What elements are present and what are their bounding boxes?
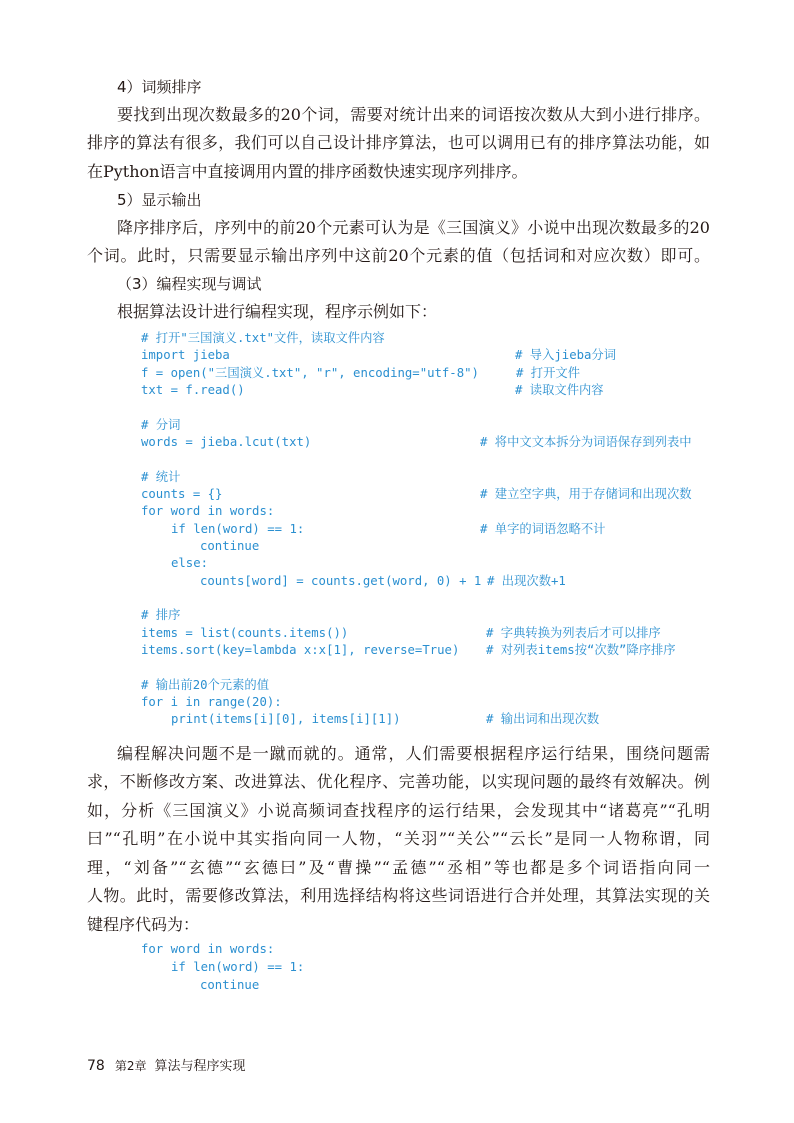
paragraph-line: 要找到出现次数最多的20个词，需要对统计出来的词语按次数从大到小进行排序。: [117, 105, 710, 124]
code-line: for word in words:: [141, 504, 275, 518]
code-line: continue: [200, 539, 260, 553]
code-line: items = list(counts.items()): [141, 626, 349, 640]
chapter-title: 算法与程序实现: [154, 1059, 246, 1074]
code-line: counts[word] = counts.get(word, 0) + 1: [200, 574, 482, 588]
paragraph-line: 理，“刘备”“玄德”“玄德曰”及“曹操”“孟德”“丞相”等也都是多个词语指向同一: [87, 858, 710, 877]
code-line: for i in range(20):: [141, 695, 282, 709]
code-line: else:: [171, 556, 209, 570]
code-line: txt = f.read(): [141, 383, 245, 397]
paragraph-line: 求，不断修改方案、改进算法、优化程序、完善功能，以实现问题的最终有效解决。例: [87, 772, 710, 791]
page-footer: [87, 1055, 245, 1074]
code-line: words = jieba.lcut(txt): [141, 435, 312, 449]
code-comment: # 单字的词语忽略不计: [480, 522, 606, 536]
code-comment: # 导入jieba分词: [515, 348, 617, 362]
code-line: print(items[i][0], items[i][1]): [171, 712, 401, 726]
paragraph-line: 人物。此时，需要修改算法，利用选择结构将这些词语进行合并处理，其算法实现的关: [87, 886, 710, 905]
section-4-heading: 4）词频排序: [117, 78, 202, 96]
code-comment: # 打开"三国演义.txt"文件，读取文件内容: [141, 331, 385, 345]
code-comment: # 对列表items按“次数”降序排序: [486, 643, 676, 657]
paragraph-line: 曰”“孔明”在小说中其实指向同一人物，“关羽”“关公”“云长”是同一人物称谓，同: [87, 829, 710, 848]
code-comment: # 输出前20个元素的值: [141, 678, 269, 692]
paragraph-line: 编程解决问题不是一蹴而就的。通常，人们需要根据程序运行结果，围绕问题需: [117, 744, 710, 763]
code-line: counts = {}: [141, 487, 223, 501]
paragraph-line: 个词。此时，只需要显示输出序列中这前20个元素的值（包括词和对应次数）即可。: [87, 246, 710, 265]
code-comment: # 将中文文本拆分为词语保存到列表中: [480, 435, 692, 449]
paragraph-line: 如，分析《三国演义》小说高频词查找程序的运行结果，会发现其中“诸葛亮”“孔明: [87, 801, 710, 820]
code-comment: # 出现次数+1: [487, 574, 566, 588]
paragraph-line: 排序的算法有很多，我们可以自己设计排序算法，也可以调用已有的排序算法功能，如: [87, 133, 710, 152]
code-comment: # 建立空字典，用于存储词和出现次数: [480, 487, 692, 501]
paragraph-line: 降序排序后，序列中的前20个元素可认为是《三国演义》小说中出现次数最多的20: [117, 218, 710, 237]
page-number: 78: [87, 1058, 105, 1074]
code-line: if len(word) == 1:: [171, 522, 305, 536]
code-comment: # 输出词和出现次数: [486, 712, 600, 726]
code-line: for word in words:: [141, 942, 275, 956]
section-3-intro: 根据算法设计进行编程实现，程序示例如下：: [117, 302, 438, 321]
code-comment: # 读取文件内容: [515, 383, 604, 397]
paragraph-line: 在Python语言中直接调用内置的排序函数快速实现序列排序。: [87, 162, 528, 181]
code-comment: # 排序: [141, 608, 181, 622]
code-line: import jieba: [141, 348, 230, 362]
code-line: if len(word) == 1:: [171, 960, 305, 974]
code-line: items.sort(key=lambda x:x[1], reverse=True): [141, 643, 460, 657]
code-comment: # 字典转换为列表后才可以排序: [486, 626, 661, 640]
chapter-number: 第2章: [114, 1059, 147, 1073]
code-line: continue: [200, 978, 260, 992]
section-5-heading: 5）显示输出: [117, 191, 202, 209]
paragraph-line: 键程序代码为：: [87, 915, 200, 934]
code-comment: # 统计: [141, 470, 181, 484]
code-comment: # 打开文件: [516, 366, 580, 380]
section-3-heading: （3）编程实现与调试: [117, 275, 262, 293]
code-comment: # 分词: [141, 418, 181, 432]
code-line: f = open("三国演义.txt", "r", encoding="utf-8"): [141, 366, 479, 380]
